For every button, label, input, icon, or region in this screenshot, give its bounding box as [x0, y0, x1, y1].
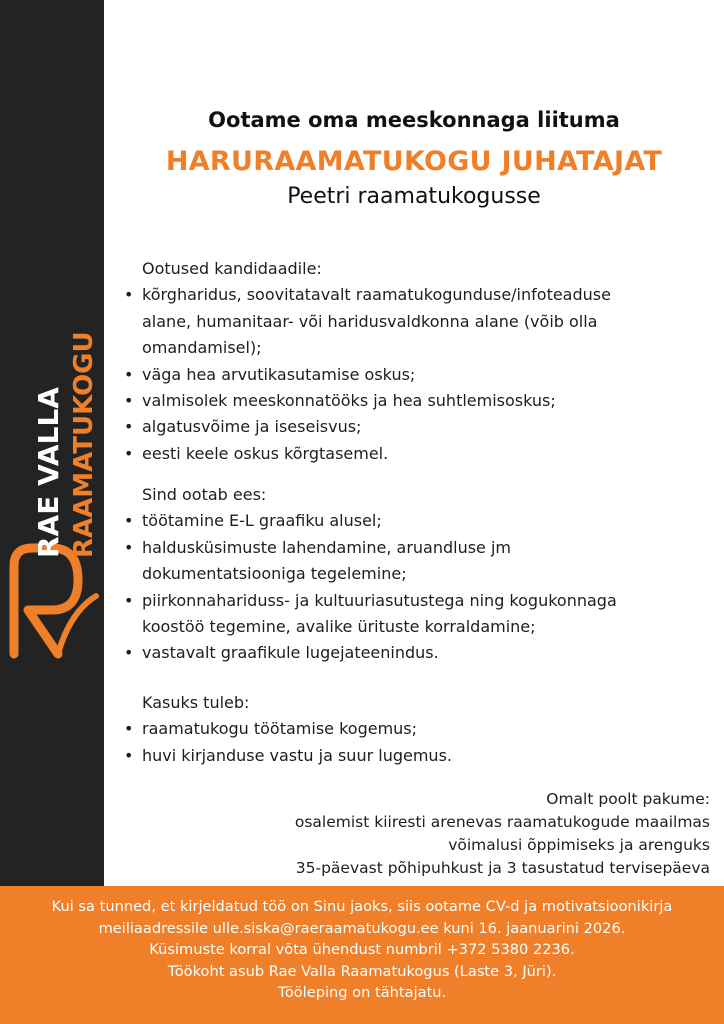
duties-heading: Sind ootab ees:	[142, 485, 267, 504]
logo-line2: RAAMATUKOGU	[69, 331, 99, 558]
offer-item: osalemist kiiresti arenevas raamatukogude maailmas	[294, 813, 710, 831]
offer-section	[210, 788, 710, 880]
bullet-line: dokumentatsiooniga tegelemine;	[142, 564, 407, 584]
bullet-line: • huvi kirjanduse vastu ja suur lugemus.	[142, 745, 452, 765]
bullet-line: koostöö tegemine, avalike ürituste korraldamine;	[142, 617, 536, 637]
expectations-list	[120, 282, 700, 467]
advantages-heading: Kasuks tuleb:	[142, 693, 250, 712]
bullet-line: • töötamine E-L graafiku alusel;	[142, 511, 382, 531]
offer-item: 35-päevast põhipuhkust ja 3 tasustatud tervisepäeva	[295, 859, 710, 877]
bullet-item	[120, 716, 700, 742]
bullet-item	[120, 535, 700, 588]
rae-valla-raamatukogu-logo	[0, 0, 104, 886]
bullet-item	[120, 388, 700, 414]
footer-line: Kui sa tunned, et kirjeldatud töö on Sinu jaoks, siis ootame CV-d ja motivatsioonikirja	[51, 898, 673, 915]
bullet-line: • eesti keele oskus kõrgtasemel.	[142, 443, 389, 463]
location-subtitle: Peetri raamatukogusse	[287, 184, 541, 209]
offer-heading: Omalt poolt pakume:	[546, 790, 710, 808]
expectations-section	[120, 256, 700, 467]
advantages-list	[120, 716, 700, 769]
footer-line: Küsimuste korral võta ühendust numbril +372 5380 2236.	[149, 941, 575, 959]
offer-item: võimalusi õppimiseks ja arenguks	[448, 836, 710, 854]
duties-section	[120, 482, 700, 667]
expectations-heading: Ootused kandidaadile:	[142, 259, 322, 278]
bullet-item	[120, 362, 700, 388]
contact-footer	[0, 886, 724, 1024]
bullet-line: • haldusküsimuste lahendamine, aruandluse jm	[142, 537, 512, 557]
advantages-section	[120, 690, 700, 769]
bullet-line: • algatusvõime ja iseseisvus;	[142, 417, 362, 437]
bullet-line: • valmisolek meeskonnatööks ja hea suhtlemisoskus;	[142, 391, 556, 411]
bullet-item	[120, 508, 700, 534]
bullet-line: omandamisel);	[142, 338, 262, 358]
bullet-line: • piirkonnahariduss- ja kultuuriasutustega ning kogukonnaga	[142, 590, 617, 610]
bullet-item	[120, 588, 700, 641]
bullet-item	[120, 414, 700, 440]
bullet-item	[120, 640, 700, 666]
bullet-line: alane, humanitaar- või haridusvaldkonna alane (võib olla	[142, 311, 598, 331]
bullet-item	[120, 282, 700, 361]
bullet-line: • kõrgharidus, soovitatavalt raamatukogunduse/infoteaduse	[142, 285, 611, 305]
lead-heading: Ootame oma meeskonnaga liituma	[208, 108, 620, 132]
footer-line: Töökoht asub Rae Valla Raamatukogus (Laste 3, Jüri).	[167, 962, 557, 980]
bullet-item	[120, 441, 700, 467]
footer-line: meiliaadressile ulle.siska@raeraamatukogu.ee kuni 16. jaanuarini 2026.	[98, 919, 626, 937]
duties-list	[120, 508, 700, 666]
position-title: HARURAAMATUKOGU JUHATAJAT	[165, 146, 663, 177]
bullet-line: • vastavalt graafikule lugejateenindus.	[142, 643, 439, 663]
logo-line1: RAE VALLA	[32, 387, 65, 558]
logo-r-mark	[14, 548, 78, 654]
bullet-line: • väga hea arvutikasutamise oskus;	[142, 364, 416, 384]
bullet-item	[120, 743, 700, 769]
bullet-line: • raamatukogu töötamise kogemus;	[142, 719, 418, 739]
footer-line: Tööleping on tähtajatu.	[277, 984, 447, 1002]
